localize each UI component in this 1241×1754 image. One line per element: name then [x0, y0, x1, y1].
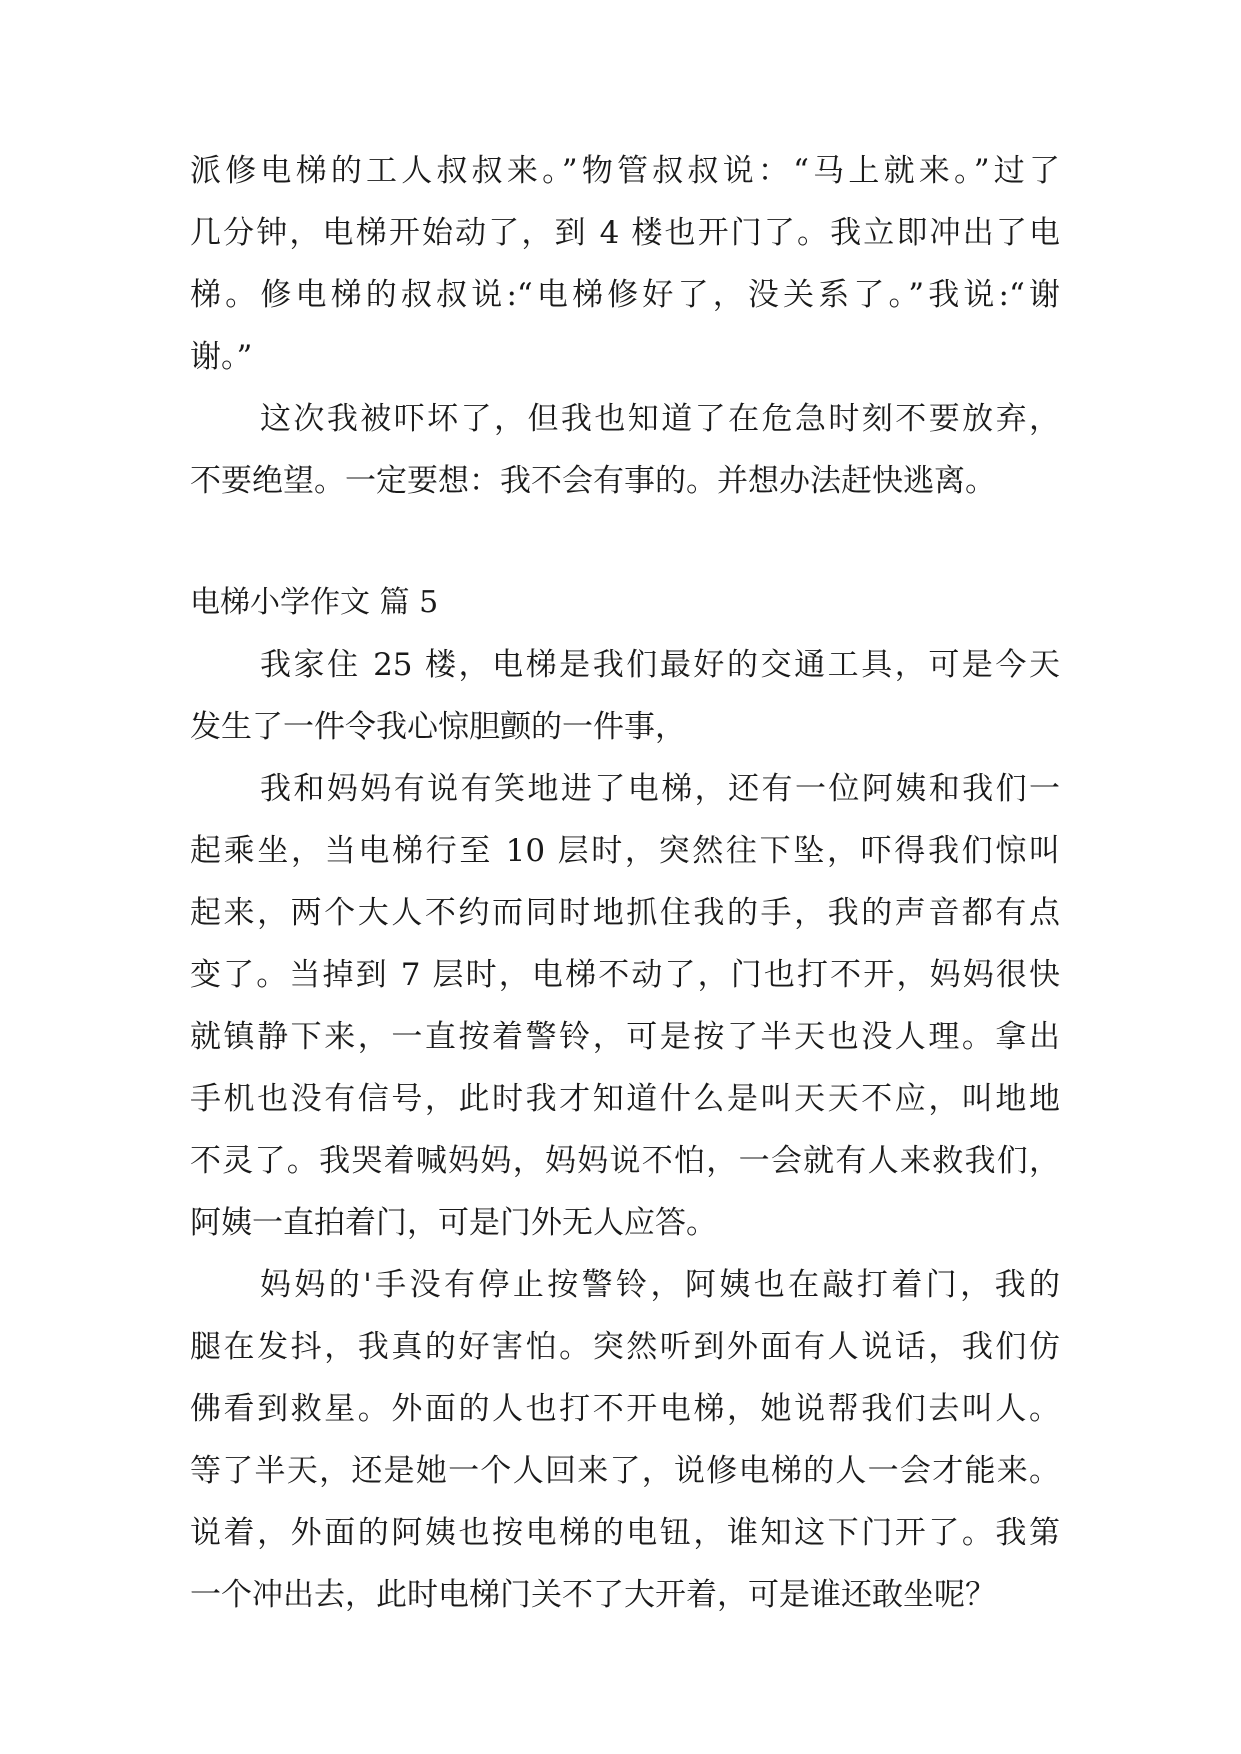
text-line: 手机也没有信号，此时我才知道什么是叫天天不应，叫地地: [190, 1081, 1060, 1117]
text-line: 等了半天，还是她一个人回来了，说修电梯的人一会才能来。: [190, 1453, 1060, 1489]
text-line: 就镇静下来，一直按着警铃，可是按了半天也没人理。拿出: [190, 1019, 1060, 1055]
text-line: 不灵了。我哭着喊妈妈，妈妈说不怕，一会就有人来救我们，: [190, 1143, 1060, 1179]
text-line: 这次我被吓坏了，但我也知道了在危急时刻不要放弃，: [260, 401, 1060, 437]
paragraph-closing: [190, 388, 1060, 512]
paragraph-continued: [190, 140, 1060, 388]
text-line: 腿在发抖，我真的好害怕。突然听到外面有人说话，我们仿: [190, 1329, 1060, 1365]
text-line: 我和妈妈有说有笑地进了电梯，还有一位阿姨和我们一: [260, 771, 1060, 807]
text-line: 几分钟，电梯开始动了，到 4 楼也开门了。我立即冲出了电: [190, 215, 1060, 251]
text-line: 阿姨一直拍着门，可是门外无人应答。: [190, 1205, 717, 1241]
text-line: 梯。修电梯的叔叔说:“电梯修好了，没关系了。”我说:“谢: [190, 277, 1060, 313]
paragraph-3: [190, 1254, 1060, 1626]
section-heading: 电梯小学作文 篇 5: [190, 585, 439, 620]
text-line: 妈妈的'手没有停止按警铃，阿姨也在敲打着门，我的: [260, 1267, 1060, 1303]
text-line: 谢。”: [190, 339, 253, 375]
text-line: 我家住 25 楼，电梯是我们最好的交通工具，可是今天: [260, 647, 1060, 683]
text-line: 发生了一件令我心惊胆颤的一件事，: [190, 709, 686, 745]
document-page: [190, 140, 1060, 1626]
text-line: 派修电梯的工人叔叔来。”物管叔叔说：“马上就来。”过了: [190, 153, 1060, 189]
text-line: 说着，外面的阿姨也按电梯的电钮，谁知这下门开了。我第: [190, 1515, 1060, 1551]
text-line: 一个冲出去，此时电梯门关不了大开着，可是谁还敢坐呢？: [190, 1577, 996, 1613]
paragraph-1: [190, 634, 1060, 758]
text-line: 佛看到救星。外面的人也打不开电梯，她说帮我们去叫人。: [190, 1391, 1060, 1427]
text-line: 起乘坐，当电梯行至 10 层时，突然往下坠，吓得我们惊叫: [190, 833, 1060, 869]
text-line: 起来，两个大人不约而同时地抓住我的手，我的声音都有点: [190, 895, 1060, 931]
paragraph-2: [190, 758, 1060, 1254]
text-line: 不要绝望。一定要想：我不会有事的。并想办法赶快逃离。: [190, 463, 996, 499]
text-line: 变了。当掉到 7 层时，电梯不动了，门也打不开，妈妈很快: [190, 957, 1060, 993]
